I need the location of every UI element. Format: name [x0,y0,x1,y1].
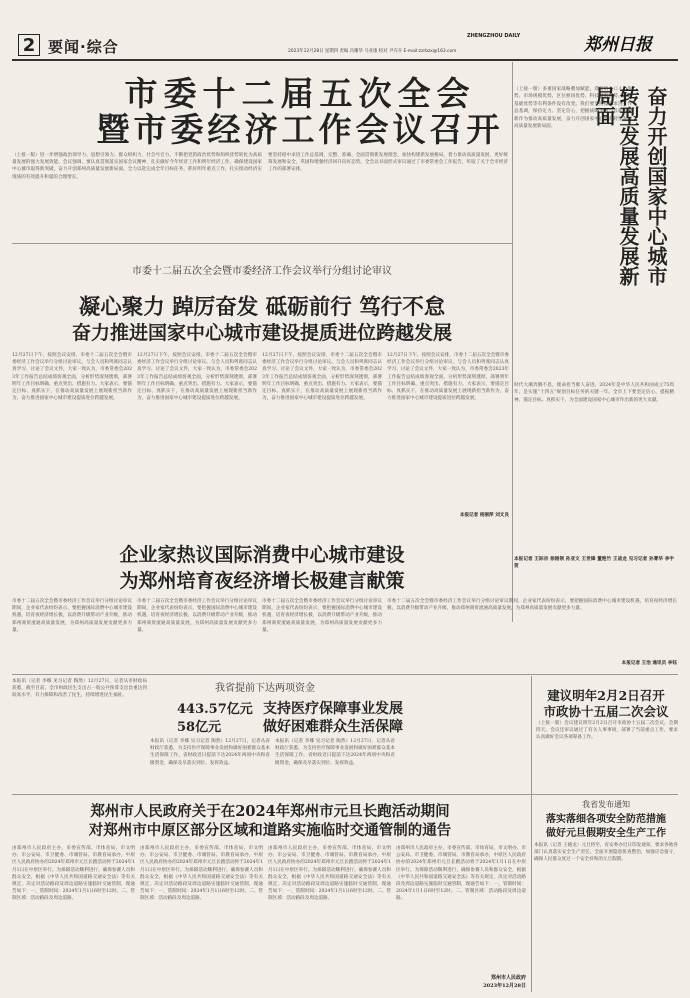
group-signature: 本报记者 杨丽萍 刘文良 [459,513,509,518]
issue-line: 2023年12月28日 星期四 责编 冯耀华 马亚康 校对 尹卉卉 E-mail:zzrbzx@163.com [288,49,457,54]
npc-title-line1: 建议明年2月2日召开 [547,688,665,703]
group-body-4: 12月27日下午，按照会议安排，市委十二届五次全会暨市委经济工作会议举行分组讨论审议。与会人员和列席同志认真学习、讨论了会议文件，大家一致认为，市委常委会2023年工作报告总结成绩客观全面，分析形势深刻透彻，部署明年工作目标明确、重点突出、措施有力。大家表示，要锚定目标、真抓实干，在推动高质量发展上展现新担当新作为，奋力推进国家中心城市建设提质进位跨越发展。 [387,353,509,402]
side-body: （上接一版）多重国家战略叠加赋能，郑州的人口人力优势、市场规模优势、区位枢纽优势、科技创新优势、产业基础优势等有利条件没有改变。我们要坚持稳中求进工作总基调，保持定力、坚定信心，把握战略主动，以新气象新作为推动高质量发展，奋力开创国家中心城市转型发展高质量发展新局面。 [514,87,632,130]
relief-body-2: 本报讯（记者 李娜 见习记者 陶然）12月27日，记者从省财政厅获悉，为支持医疗保障事业发展和做好困难群众基本生活保障工作，省财政近日提前下达2024年两项中央和省级资金，确保及早落实到位、发挥效益。 [275,739,395,766]
biz-body-4: 市委十二届五次全会暨市委经济工作会议举行分组讨论审议期间，企业家代表纷纷表示，要把握国际消费中心城市建设机遇，培育夜经济增长极，以消费升级带动产业升级，推动郑州商贸流通高质量发展，为郑州高质量发展贡献更多力量。 [387,599,677,612]
group-title-line1: 凝心聚力 踔厉奋发 砥砺前行 笃行不怠 [78,295,446,320]
main-title-line1: 市委十二届五次全会 [124,74,476,113]
biz-title-line1: 企业家热议国际消费中心城市建设 [119,544,405,566]
npc-title-line2: 市政协十五届二次会议 [543,704,669,719]
section-name: 要闻·综合 [48,38,119,56]
traffic-footer-date: 2023年12月28日 [483,983,526,989]
notice-title-line2: 做好元旦假期安全生产工作 [546,828,666,839]
traffic-rule [531,796,532,992]
group-kicker: 市委十二届五次全会暨市委经济工作会议举行分组讨论审议 [132,266,392,277]
side-title-right: 奋力开创国家中心城市 [644,86,668,286]
lower-divider [12,794,678,795]
notice-kicker: 我省发布通知 [582,800,630,809]
page-number: 2 [22,34,36,56]
biz-body-1: 市委十二届五次全会暨市委经济工作会议举行分组讨论审议期间，企业家代表纷纷表示，要把握国际消费中心城市建设机遇，培育夜经济增长极，以消费升级带动产业升级，推动郑州商贸流通高质量发展，为郑州高质量发展贡献更多力量。 [12,599,132,633]
main-body-2: 要坚持稳中求进工作总基调，完整、准确、全面贯彻新发展理念，加快构建新发展格局，着力推动高质量发展，更好统筹发展和安全，巩固和增强经济回升向好态势。全会以书面形式审议通过了市委常委会工作报告，听取了关于全市经济工作的部署安排。 [268,153,508,173]
finance-news-body: 本报讯（记者 李娜 见习记者 陶然）12月27日，记者从市财政局获悉，截至目前，全市财政民生支出占一般公共预算支出比重达到较高水平，有力保障和改善了民生，持续增进民生福祉。 [12,679,147,699]
relief-label-1: 支持医疗保障事业发展 [263,701,403,717]
main-divider [12,243,512,244]
traffic-body-1: 由郑州市人民政府主办，市委宣传部、市体育局、市文明办、市公安局、市卫健委、市城管局、市教育局承办，中原区人民政府协办的2024年郑州市元旦长跑活动将于2024年1月1日在中原区举行。为保障活动顺利进行，确保参赛人员和群众安全，根据《中华人民共和国道路交通安全法》等有关规定，决定对活动路段及周边道路实施临时交通管制，现通告如下：一、管制时间：2024年1月1日6时至12时。二、管制区域：活动路段及周边道路。 [12,846,135,902]
group-title-line2: 奋力推进国家中心城市建设提质进位跨越发展 [71,322,452,344]
biz-body-3: 市委十二届五次全会暨市委经济工作会议举行分组讨论审议期间，企业家代表纷纷表示，要把握国际消费中心城市建设机遇，培育夜经济增长极，以消费升级带动产业升级，推动郑州商贸流通高质量发展，为郑州高质量发展贡献更多力量。 [262,599,382,633]
traffic-footer-org: 郑州市人民政府 [490,975,526,981]
relief-amount-2: 58亿元 [177,720,222,735]
side-column-rule [512,62,513,622]
notice-title-line1: 落实落细各项安全防范措施 [546,814,666,825]
traffic-body-4: 由郑州市人民政府主办，市委宣传部、市体育局、市文明办、市公安局、市卫健委、市城管局、市教育局承办，中原区人民政府协办的2024年郑州市元旦长跑活动将于2024年1月1日在中原区举行。为保障活动顺利进行，确保参赛人员和群众安全，根据《中华人民共和国道路交通安全法》等有关规定，决定对活动路段及周边道路实施临时交通管制，现通告如下：一、管制时间：2024年1月1日6时至12时。二、管制区域：活动路段及周边道路。 [396,846,526,902]
traffic-body-3: 由郑州市人民政府主办，市委宣传部、市体育局、市文明办、市公安局、市卫健委、市城管局、市教育局承办，中原区人民政府协办的2024年郑州市元旦长跑活动将于2024年1月1日在中原区举行。为保障活动顺利进行，确保参赛人员和群众安全，根据《中华人民共和国道路交通安全法》等有关规定，决定对活动路段及周边道路实施临时交通管制，现通告如下：一、管制时间：2024年1月1日6时至12时。二、管制区域：活动路段及周边道路。 [268,846,391,902]
main-title-line2: 暨市委经济工作会议召开 [96,110,504,149]
relief-amount-1: 443.57亿元 [177,702,253,717]
group-body-1: 12月27日下午，按照会议安排，市委十二届五次全会暨市委经济工作会议举行分组讨论审议。与会人员和列席同志认真学习、讨论了会议文件，大家一致认为，市委常委会2023年工作报告总结成绩客观全面，分析形势深刻透彻，部署明年工作目标明确、重点突出、措施有力。大家表示，要锚定目标、真抓实干，在推动高质量发展上展现新担当新作为，奋力推进国家中心城市建设提质进位跨越发展。 [12,353,132,402]
main-body-1: （上接一版）进一步增强政治领导力、思想引领力、群众组织力、社会号召力，不断把党的政治优势和组织优势转化为高质量发展的强大发展效能。会议强调，要认真贯彻落实国家会议精神，扎实做好今年经济工作和明年经济工作，确保建设国家中心城市取得新突破，奋力开创郑州高质量发展新局面。全力以赴完成全年目标任务，抓好明年重点工作，扎实推动经济实现质的有效提升和量的合理增长。 [12,153,262,180]
group-body-3: 12月27日下午，按照会议安排，市委十二届五次全会暨市委经济工作会议举行分组讨论审议。与会人员和列席同志认真学习、讨论了会议文件，大家一致认为，市委常委会2023年工作报告总结成绩客观全面，分析形势深刻透彻，部署明年工作目标明确、重点突出、措施有力。大家表示，要锚定目标、真抓实干，在推动高质量发展上展现新担当新作为，奋力推进国家中心城市建设提质进位跨越发展。 [262,353,382,402]
relief-body-1: 本报讯（记者 李娜 见习记者 陶然）12月27日，记者从省财政厅获悉，为支持医疗保障事业发展和做好困难群众基本生活保障工作，省财政近日提前下达2024年两项中央和省级资金，确保及早落实到位、发挥效益。 [150,739,270,766]
mid-divider [12,674,678,675]
traffic-body-2: 由郑州市人民政府主办，市委宣传部、市体育局、市文明办、市公安局、市卫健委、市城管局、市教育局承办，中原区人民政府协办的2024年郑州市元旦长跑活动将于2024年1月1日在中原区举行。为保障活动顺利进行，确保参赛人员和群众安全，根据《中华人民共和国道路交通安全法》等有关规定，决定对活动路段及周边道路实施临时交通管制，现通告如下：一、管制时间：2024年1月1日6时至12时。二、管制区域：活动路段及周边道路。 [140,846,263,902]
traffic-title-line1: 郑州市人民政府关于在2024年郑州市元旦长跑活动期间 [90,803,450,820]
masthead-rule [12,59,678,61]
relief-kicker: 我省提前下达两项资金 [215,683,315,694]
paper-english-name: ZHENGZHOU DAILY [467,33,521,39]
biz-signature: 本报记者 王治 通讯员 李钰 [621,661,677,666]
side-signature: 本报记者 王际宗 徐刚领 孙亚文 王世锋 董艳竹 王战龙 见习记者 孙菁华 李宇贺 [514,557,674,570]
paper-logo: 郑州日报 [584,35,652,55]
side-title-left: 转型发展高质量发展新局面 [592,86,640,286]
relief-label-2: 做好困难群众生活保障 [263,719,403,735]
biz-body-2: 市委十二届五次全会暨市委经济工作会议举行分组讨论审议期间，企业家代表纷纷表示，要把握国际消费中心城市建设机遇，培育夜经济增长极，以消费升级带动产业升级，推动郑州商贸流通高质量发展，为郑州高质量发展贡献更多力量。 [137,599,257,633]
group-body-2: 12月27日下午，按照会议安排，市委十二届五次全会暨市委经济工作会议举行分组讨论审议。与会人员和列席同志认真学习、讨论了会议文件，大家一致认为，市委常委会2023年工作报告总结成绩客观全面，分析形势深刻透彻，部署明年工作目标明确、重点突出、措施有力。大家表示，要锚定目标、真抓实干，在推动高质量发展上展现新担当新作为，奋力推进国家中心城市建设提质进位跨越发展。 [137,353,257,402]
page-number-block [18,34,40,56]
side-body-2: 时代大潮奔腾不息，使命担当催人奋进。2024年是中华人民共和国成立75周年，是实施“十四五”规划目标任务的关键一年。全市上下要坚定信心、提振精神，锚定目标、真抓实干，为全面建设国家中心城市作出新的更大贡献。 [514,383,674,403]
notice-body: 本报讯（记者 王晓龙）元旦将至，省安委办近日印发通知，要求各地各部门认真落实安全生产责任，全面开展隐患排查整治，加强应急值守，确保人民群众度过一个安全祥和的元旦假期。 [534,843,678,863]
npc-body: （上接一版）会议建议明年2月2日召开市政协十五届二次会议，会期四天。会议还审议通过了有关人事事项，部署了当前重点工作，要求认真做好会议各项筹备工作。 [536,721,678,741]
traffic-title-line2: 对郑州市中原区部分区域和道路实施临时交通管制的通告 [88,822,452,839]
biz-title-line2: 为郑州培育夜经济增长极建言献策 [119,570,405,592]
right-column-rule [531,676,532,796]
